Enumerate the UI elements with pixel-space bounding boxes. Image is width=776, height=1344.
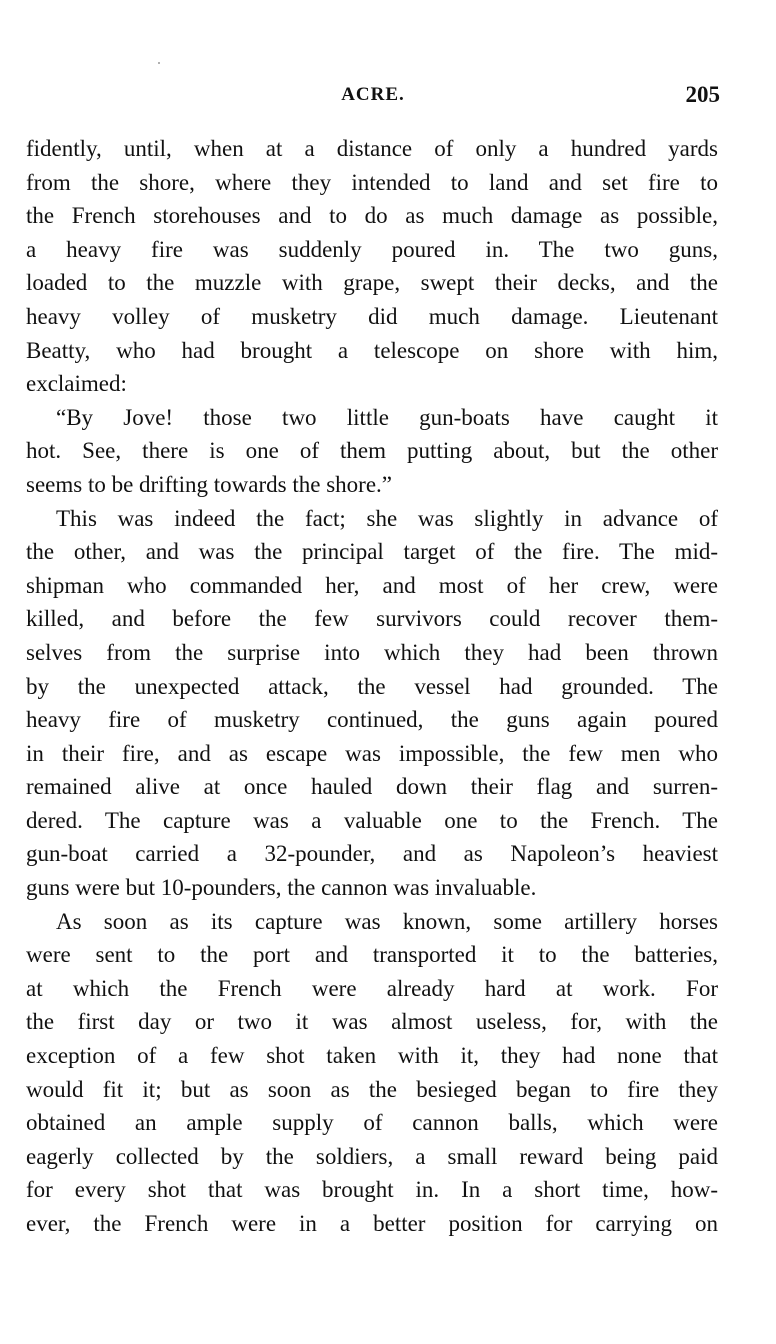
body-text [26, 132, 718, 1241]
text-line: the French storehouses and to do as much damage as possible, [26, 203, 718, 229]
paper-speck [158, 62, 160, 64]
text-line: a heavy fire was suddenly poured in. The two guns, [26, 236, 718, 262]
text-line: would fit it; but as soon as the besieged began to fire they [26, 1076, 718, 1102]
text-line: seems to be drifting towards the shore.” [26, 471, 392, 497]
text-line: selves from the surprise into which they had been thrown [26, 639, 718, 665]
text-line: killed, and before the few survivors could recover them- [26, 606, 718, 632]
text-line: heavy volley of musketry did much damage. Lieutenant [26, 303, 718, 329]
text-line: shipman who commanded her, and most of her crew, were [26, 572, 718, 598]
text-line: gun-boat carried a 32-pounder, and as Napoleon’s heaviest [26, 841, 718, 867]
text-line: exclaimed: [26, 371, 127, 397]
text-line: were sent to the port and transported it to the batteries, [26, 942, 718, 968]
text-line: by the unexpected attack, the vessel had grounded. The [26, 673, 718, 699]
text-line: “By Jove! those two little gun-boats have caught it [56, 404, 718, 430]
text-line: dered. The capture was a valuable one to the French. The [26, 807, 718, 833]
text-line: for every shot that was brought in. In a short time, how- [26, 1177, 718, 1203]
text-line: from the shore, where they intended to land and set fire to [26, 169, 718, 195]
text-line: As soon as its capture was known, some artillery horses [56, 908, 718, 934]
text-line: loaded to the muzzle with grape, swept their decks, and the [26, 270, 718, 296]
text-line: Beatty, who had brought a telescope on shore with him, [26, 337, 718, 363]
text-line: exception of a few shot taken with it, they had none that [26, 1043, 718, 1069]
text-line: guns were but 10-pounders, the cannon was invaluable. [26, 875, 537, 901]
running-head: ACRE. [341, 84, 405, 105]
text-line: the other, and was the principal target of the fire. The mid- [26, 539, 718, 565]
text-line: remained alive at once hauled down their flag and surren- [26, 774, 718, 800]
text-line: obtained an ample supply of cannon balls, which were [26, 1110, 718, 1136]
text-line: eagerly collected by the soldiers, a small reward being paid [26, 1143, 718, 1169]
text-line: in their fire, and as escape was impossible, the few men who [26, 740, 718, 766]
text-line: heavy fire of musketry continued, the guns again poured [26, 707, 718, 733]
text-line: hot. See, there is one of them putting about, but the other [26, 438, 718, 464]
page-number: 205 [685, 82, 720, 107]
text-line: at which the French were already hard at work. For [26, 975, 718, 1001]
text-line: ever, the French were in a better position for carrying on [26, 1211, 718, 1236]
text-line: This was indeed the fact; she was slightly in advance of [56, 505, 718, 531]
text-line: fidently, until, when at a distance of only a hundred yards [26, 136, 718, 161]
page-header [26, 84, 720, 114]
text-line: the first day or two it was almost useless, for, with the [26, 1009, 718, 1035]
